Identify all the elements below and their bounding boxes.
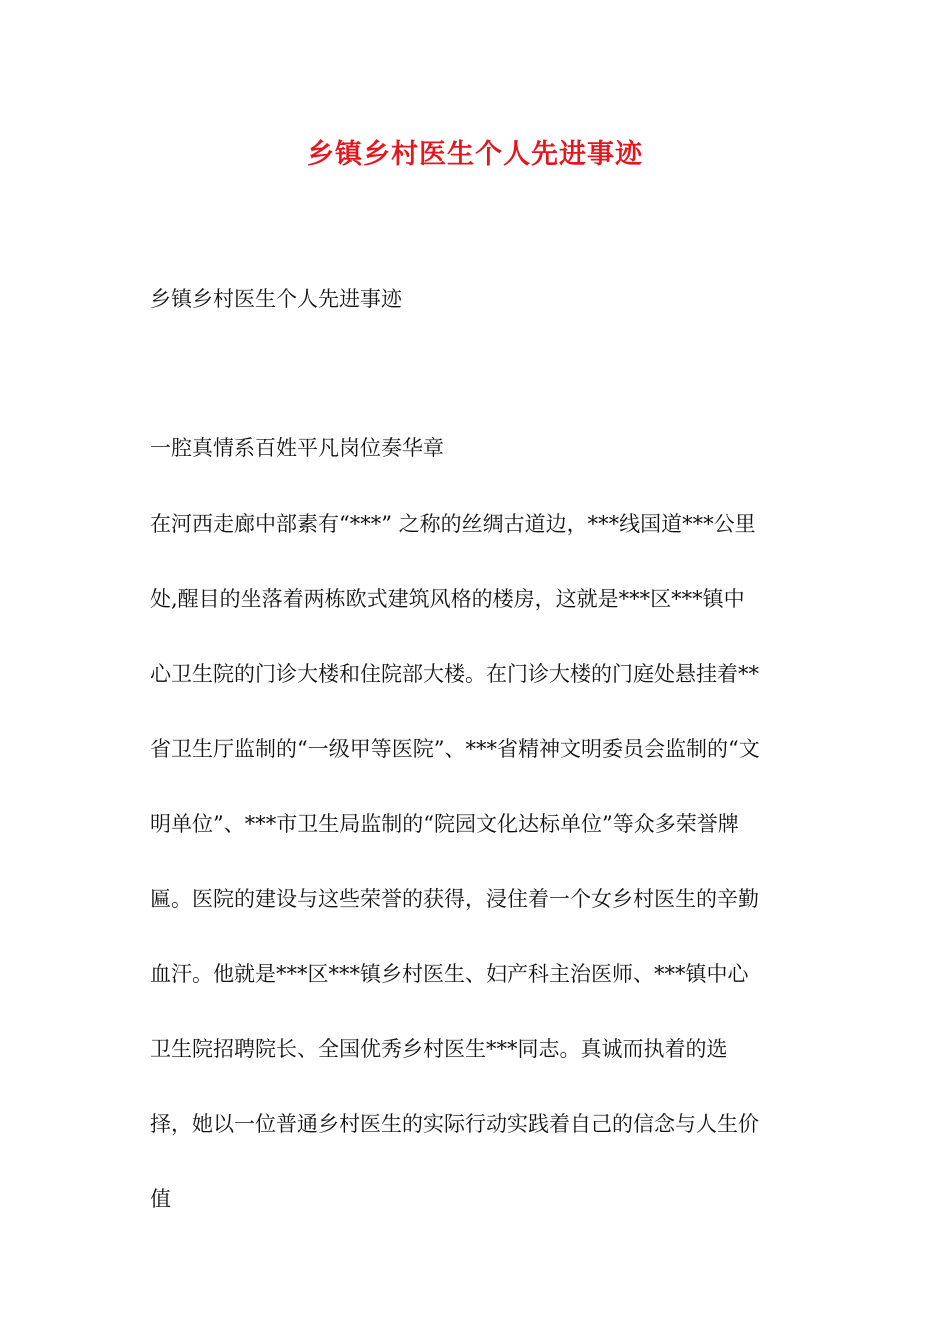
body-line: 匾。医院的建设与这些荣誉的获得，浸住着一个女乡村医生的辛勤 xyxy=(150,887,759,911)
body-line: 值 xyxy=(150,1187,171,1211)
body-line: 在河西走廊中部素有“***” 之称的丝绸古道边，***线国道***公里 xyxy=(150,512,756,536)
body-line: 血汗。他就是***区***镇乡村医生、妇产科主治医师、***镇中心 xyxy=(150,962,749,986)
document-title: 乡镇乡村医生个人先进事迹 xyxy=(307,139,643,170)
body-line: 择，她以一位普通乡村医生的实际行动实践着自己的信念与人生价 xyxy=(150,1112,759,1136)
body-line: 明单位”、***市卫生局监制的“院园文化达标单位”等众多荣誉牌 xyxy=(150,812,739,836)
document-subtitle: 乡镇乡村医生个人先进事迹 xyxy=(150,287,402,311)
body-line: 心卫生院的门诊大楼和住院部大楼。在门诊大楼的门庭处悬挂着** xyxy=(150,662,759,686)
body-line: 省卫生厅监制的“一级甲等医院”、***省精神文明委员会监制的“文 xyxy=(150,737,760,761)
body-line: 卫生院招聘院长、全国优秀乡村医生***同志。真诚而执着的选 xyxy=(150,1037,728,1061)
body-line: 处,醒目的坐落着两栋欧式建筑风格的楼房，这就是***区***镇中 xyxy=(150,587,745,611)
section-heading: 一腔真情系百姓平凡岗位奏华章 xyxy=(150,436,444,460)
